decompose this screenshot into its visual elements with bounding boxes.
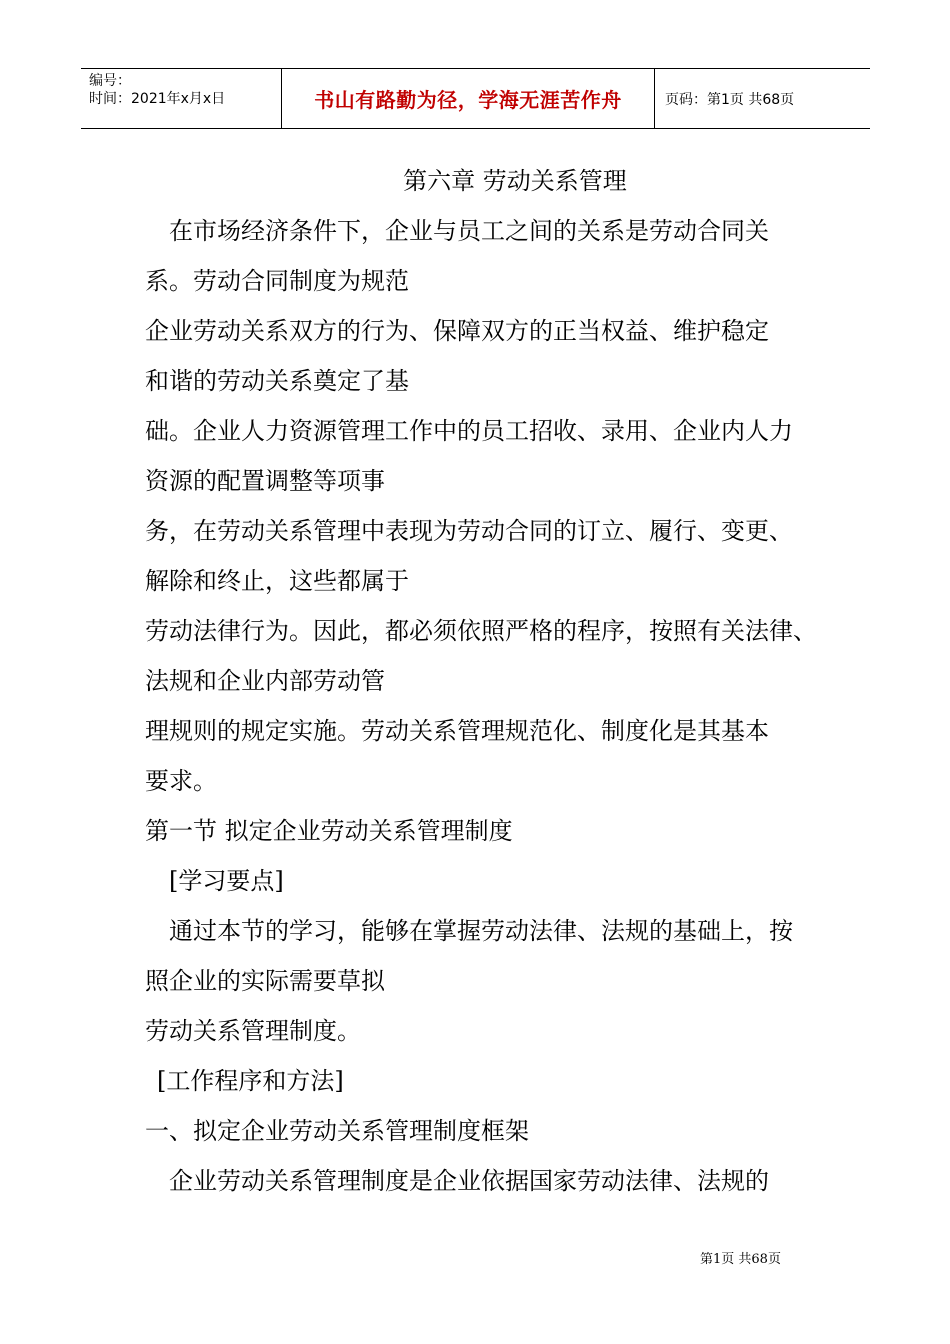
- footer-page-number: 第1页 共68页: [700, 1252, 781, 1267]
- body-line: 资源的配置调整等项事: [145, 467, 385, 495]
- page-footer: [700, 1248, 781, 1267]
- body-line: 务，在劳动关系管理中表现为劳动合同的订立、履行、变更、: [145, 517, 793, 545]
- chapter-title: 第六章 劳动关系管理: [403, 167, 627, 195]
- subsection-label: [工作程序和方法]: [157, 1067, 344, 1095]
- body-line: 法规和企业内部劳动管: [145, 667, 385, 695]
- body-line: 和谐的劳动关系奠定了基: [145, 367, 409, 395]
- body-line: 理规则的规定实施。劳动关系管理规范化、制度化是其基本: [145, 717, 769, 745]
- body-line: 解除和终止，这些都属于: [145, 567, 409, 595]
- document-body: [145, 156, 825, 1206]
- page-header: [81, 68, 870, 129]
- body-line: 通过本节的学习，能够在掌握劳动法律、法规的基础上，按: [169, 917, 793, 945]
- body-line: 企业劳动关系管理制度是企业依据国家劳动法律、法规的: [169, 1167, 769, 1195]
- subsection-label: [学习要点]: [169, 867, 284, 895]
- body-line: 在市场经济条件下，企业与员工之间的关系是劳动合同关: [169, 217, 769, 245]
- body-line: 要求。: [145, 767, 217, 795]
- list-heading: 一、拟定企业劳动关系管理制度框架: [145, 1117, 529, 1145]
- time-label: 时间：2021年x月x日: [89, 91, 226, 107]
- motto-text: 书山有路勤为径，学海无涯苦作舟: [314, 88, 622, 112]
- body-line: 础。企业人力资源管理工作中的员工招收、录用、企业内人力: [145, 417, 793, 445]
- section-heading: 第一节 拟定企业劳动关系管理制度: [145, 817, 513, 845]
- body-line: 企业劳动关系双方的行为、保障双方的正当权益、维护稳定: [145, 317, 769, 345]
- body-line: 系。劳动合同制度为规范: [145, 267, 409, 295]
- body-line: 劳动法律行为。因此，都必须依照严格的程序，按照有关法律、: [145, 617, 817, 645]
- header-page-info: [655, 69, 870, 128]
- body-line: 照企业的实际需要草拟: [145, 967, 385, 995]
- header-page-number: 页码：第1页 共68页: [665, 91, 795, 108]
- code-label: 编号：: [89, 73, 131, 89]
- body-line: 劳动关系管理制度。: [145, 1017, 361, 1045]
- header-meta: [81, 69, 282, 128]
- header-motto: [282, 69, 655, 128]
